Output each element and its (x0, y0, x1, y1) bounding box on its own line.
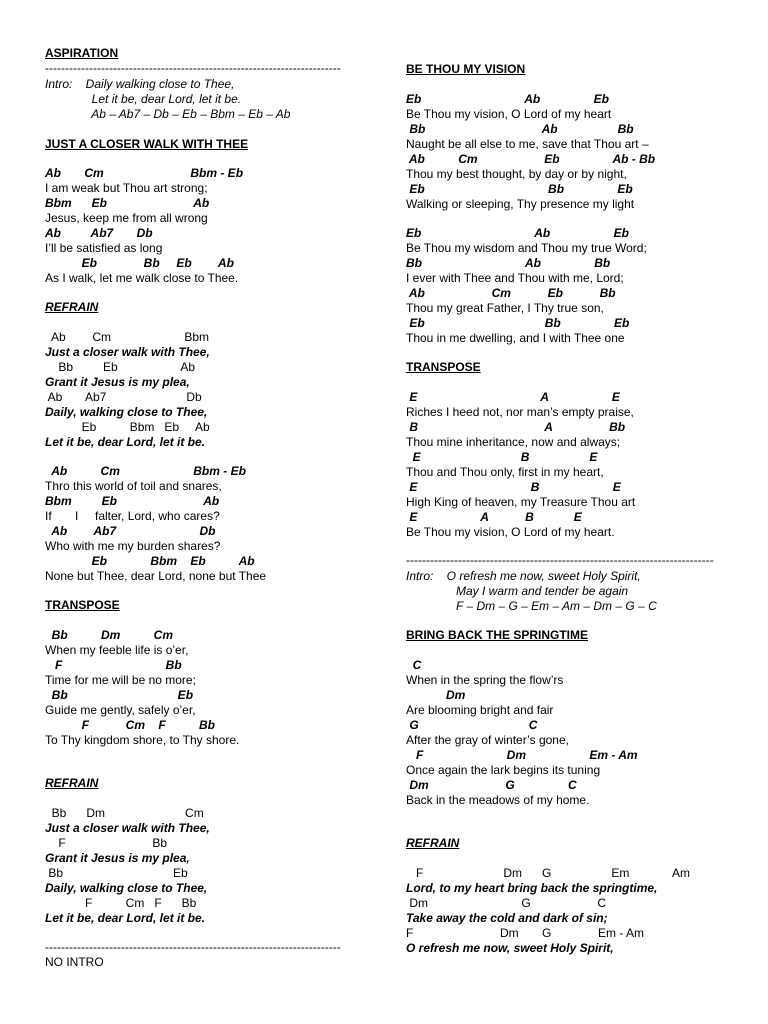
refrain-heading: REFRAIN (45, 300, 99, 314)
lyric-line: Jesus, keep me from all wrong (45, 211, 208, 225)
chord-line: Ab Ab7 Db (45, 390, 202, 404)
refrain-lyric-line: Grant it Jesus is my plea, (45, 851, 190, 865)
chord-line: Bb Ab Bb (406, 122, 634, 136)
lyric-line: If I falter, Lord, who cares? (45, 509, 220, 523)
chord-line: Dm (406, 688, 466, 702)
intro-line: F – Dm – G – Em – Am – Dm – G – C (406, 599, 657, 613)
chord-line: F Bb (45, 836, 168, 850)
lyric-line: Naught be all else to me, save that Thou art – (406, 137, 649, 151)
divider-line: -------------------------------------------------------------------------- (45, 940, 341, 954)
lyric-line: I am weak but Thou art strong; (45, 181, 208, 195)
lyric-line: Thou and Thou only, first in my heart, (406, 465, 604, 479)
chord-line: E A E (406, 390, 620, 404)
intro-line: Intro: Daily walking close to Thee, (45, 77, 235, 91)
chord-line: Bb Dm Cm (45, 806, 204, 820)
chord-line: Eb Bb Eb (406, 182, 633, 196)
intro-line: Let it be, dear Lord, let it be. (45, 92, 242, 106)
lyric-line: Thou in me dwelling, and I with Thee one (406, 331, 625, 345)
chord-line: C (406, 658, 422, 672)
refrain-lyric-line: Grant it Jesus is my plea, (45, 375, 190, 389)
refrain-lyric-line: Daily, walking close to Thee, (45, 405, 208, 419)
chord-line: Eb Ab Eb (406, 92, 609, 106)
chord-line: F Dm Em - Am (406, 748, 638, 762)
intro-line: May I warm and tender be again (406, 584, 629, 598)
refrain-heading: REFRAIN (45, 776, 99, 790)
chord-line: Bbm Eb Ab (45, 196, 210, 210)
chord-line: Ab Cm Bbm - Eb (45, 464, 246, 478)
lyric-line: Back in the meadows of my home. (406, 793, 590, 807)
chord-line: Bb Dm Cm (45, 628, 174, 642)
chord-line: F Cm F Bb (45, 896, 197, 910)
refrain-lyric-line: O refresh me now, sweet Holy Spirit, (406, 941, 614, 955)
chord-line: E A B E (406, 510, 582, 524)
lyric-line: Riches I heed not, nor man’s empty praise, (406, 405, 634, 419)
chord-line: Dm G C (406, 896, 607, 910)
refrain-lyric-line: Just a closer walk with Thee, (45, 345, 210, 359)
refrain-lyric-line: Just a closer walk with Thee, (45, 821, 210, 835)
chord-line: F Bb (45, 658, 182, 672)
chord-line: Bb Eb (45, 688, 194, 702)
chord-line: B A Bb (406, 420, 626, 434)
lyric-line: Be Thou my wisdom and Thou my true Word; (406, 241, 647, 255)
refrain-lyric-line: Let it be, dear Lord, let it be. (45, 435, 206, 449)
chord-line: Eb Bbm Eb Ab (45, 554, 255, 568)
lyric-line: Once again the lark begins its tuning (406, 763, 601, 777)
chord-line: Ab Ab7 Db (45, 226, 153, 240)
lyric-line: To Thy kingdom shore, to Thy shore. (45, 733, 240, 747)
chord-line: E B E (406, 480, 621, 494)
section-heading: BE THOU MY VISION (406, 62, 526, 76)
chord-line: Ab Cm Bbm (45, 330, 210, 344)
refrain-lyric-line: Take away the cold and dark of sin; (406, 911, 608, 925)
chord-line: Eb Ab Eb (406, 226, 629, 240)
lyric-line: Thro this world of toil and snares, (45, 479, 222, 493)
lyric-line: Who with me my burden shares? (45, 539, 221, 553)
chord-line: Eb Bbm Eb Ab (45, 420, 210, 434)
chord-line: Dm G C (406, 778, 577, 792)
refrain-lyric-line: Daily, walking close to Thee, (45, 881, 208, 895)
intro-line: Ab – Ab7 – Db – Eb – Bbm – Eb – Ab (45, 107, 291, 121)
lyric-line: Guide me gently, safely o’er, (45, 703, 196, 717)
lyric-line: Thou my great Father, I Thy true son, (406, 301, 604, 315)
lyric-line: Be Thou my vision, O Lord of my heart. (406, 525, 615, 539)
refrain-lyric-line: Lord, to my heart bring back the springtime, (406, 881, 658, 895)
lyric-line: When my feeble life is o’er, (45, 643, 189, 657)
lyric-line: Be Thou my vision, O Lord of my heart (406, 107, 612, 121)
lyric-line: I’ll be satisfied as long (45, 241, 163, 255)
chord-line: F Dm G Em Am (406, 866, 691, 880)
section-heading: ASPIRATION (45, 46, 119, 60)
section-heading: BRING BACK THE SPRINGTIME (406, 628, 589, 642)
section-heading: TRANSPOSE (45, 598, 120, 612)
chord-line: Ab Cm Eb Bb (406, 286, 616, 300)
refrain-heading: REFRAIN (406, 836, 460, 850)
lyric-line: None but Thee, dear Lord, none but Thee (45, 569, 267, 583)
chord-line: Ab Cm Eb Ab - Bb (406, 152, 656, 166)
lyric-line: Are blooming bright and fair (406, 703, 554, 717)
lyric-line: High King of heaven, my Treasure Thou art (406, 495, 636, 509)
intro-line: Intro: O refresh me now, sweet Holy Spirit, (406, 569, 641, 583)
chord-line: Eb Bb Eb (406, 316, 630, 330)
lyric-line: As I walk, let me walk close to Thee. (45, 271, 239, 285)
lyric-line: NO INTRO (45, 955, 104, 969)
chord-line: Ab Cm Bbm - Eb (45, 166, 244, 180)
chord-line: Bb Ab Bb (406, 256, 611, 270)
section-heading: TRANSPOSE (406, 360, 481, 374)
refrain-lyric-line: Let it be, dear Lord, let it be. (45, 911, 206, 925)
chord-line: F Dm G Em - Am (406, 926, 645, 940)
lyric-line: Time for me will be no more; (45, 673, 196, 687)
divider-line: ----------------------------------------------------------------------------- (406, 553, 714, 567)
chord-line: Bb Eb Ab (45, 360, 196, 374)
chord-line: Ab Ab7 Db (45, 524, 216, 538)
lyric-line: Thou my best thought, by day or by night, (406, 167, 627, 181)
chord-line: Eb Bb Eb Ab (45, 256, 234, 270)
lyric-line: Thou mine inheritance, now and always; (406, 435, 621, 449)
lyric-line: When in the spring the flow’rs (406, 673, 564, 687)
section-heading: JUST A CLOSER WALK WITH THEE (45, 137, 249, 151)
chord-line: E B E (406, 450, 598, 464)
divider-line: -------------------------------------------------------------------------- (45, 61, 341, 75)
chord-line: F Cm F Bb (45, 718, 216, 732)
chord-line: G C (406, 718, 538, 732)
chord-line: Bb Eb (45, 866, 188, 880)
lyric-line: After the gray of winter’s gone, (406, 733, 569, 747)
lyric-line: Walking or sleeping, Thy presence my light (406, 197, 635, 211)
chord-line: Bbm Eb Ab (45, 494, 220, 508)
lyric-line: I ever with Thee and Thou with me, Lord; (406, 271, 624, 285)
